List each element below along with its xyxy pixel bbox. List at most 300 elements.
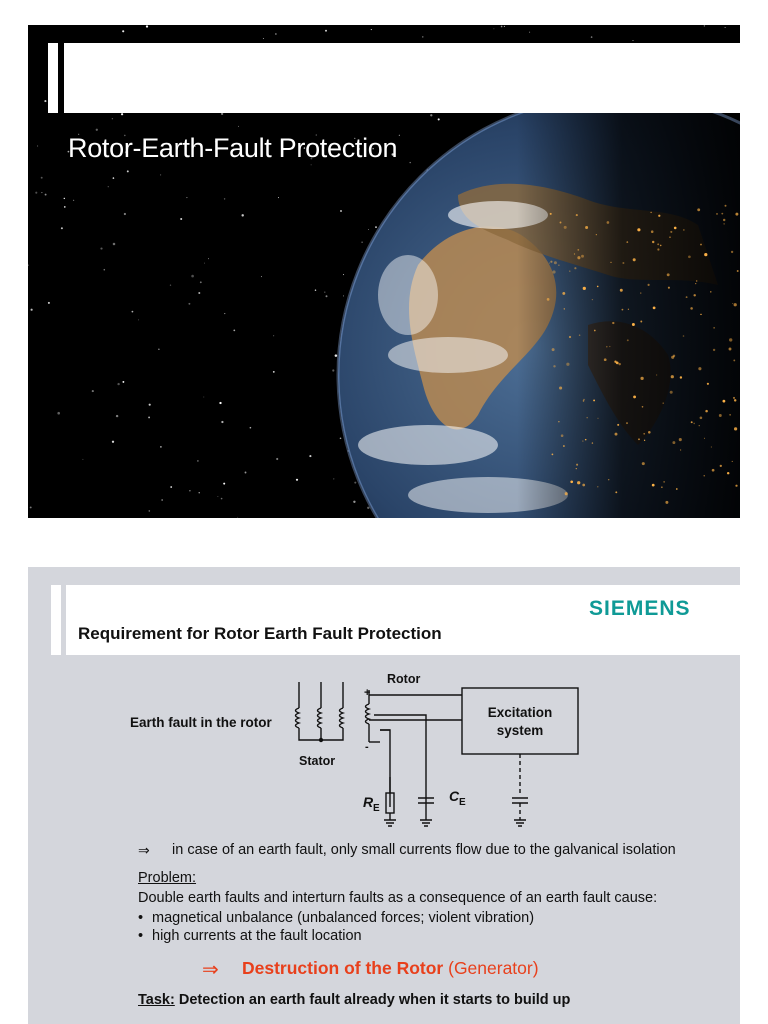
city-light <box>565 492 568 495</box>
star <box>311 165 312 166</box>
city-light <box>683 229 684 230</box>
city-light <box>700 417 703 420</box>
city-light <box>671 375 674 378</box>
stator-coils <box>296 682 344 740</box>
star <box>263 38 264 39</box>
star <box>241 214 243 216</box>
re-label: R <box>363 794 374 810</box>
city-light <box>657 248 659 250</box>
star <box>409 162 410 163</box>
star <box>41 177 43 179</box>
star <box>224 313 225 314</box>
city-light <box>733 397 735 399</box>
city-light <box>667 273 670 276</box>
star <box>108 186 109 187</box>
star <box>501 26 503 28</box>
star <box>122 381 124 383</box>
city-light <box>676 488 678 490</box>
star <box>278 197 279 198</box>
city-light <box>720 465 722 467</box>
city-light <box>583 287 586 290</box>
star <box>296 479 298 481</box>
star <box>332 369 334 371</box>
city-light <box>592 299 593 300</box>
city-light <box>627 339 629 341</box>
city-light <box>651 230 654 233</box>
conclusion-text <box>242 958 539 979</box>
star <box>189 490 190 491</box>
city-light <box>549 263 550 264</box>
star <box>186 197 187 198</box>
city-light <box>693 423 695 425</box>
city-light <box>553 365 555 367</box>
earth-fault-label: Earth fault in the rotor <box>130 715 272 730</box>
city-light <box>576 468 577 469</box>
implies-arrow-large: ⇒ <box>202 959 219 981</box>
star <box>127 170 129 172</box>
implies-arrow: ⇒ <box>138 842 150 858</box>
city-light <box>727 472 729 474</box>
city-light <box>725 205 727 207</box>
city-light <box>660 245 662 247</box>
star <box>64 198 65 199</box>
star <box>160 174 161 175</box>
city-light <box>686 296 688 298</box>
isolation-note: in case of an earth fault, only small currents flow due to the galvanical isolation <box>172 842 676 858</box>
star <box>430 114 432 116</box>
excitation-system-box <box>462 688 578 754</box>
city-light <box>566 363 569 366</box>
city-light <box>586 417 588 419</box>
star <box>61 227 63 229</box>
excitation-label-line2: system <box>496 723 544 738</box>
city-light <box>564 308 565 309</box>
city-light <box>579 334 581 336</box>
city-light <box>697 208 700 211</box>
star <box>208 258 209 259</box>
star <box>113 177 115 179</box>
city-light <box>658 215 660 217</box>
star <box>276 458 278 460</box>
city-light <box>597 418 598 419</box>
city-light <box>626 241 628 243</box>
city-light <box>672 441 675 444</box>
plus-sign: + <box>364 687 371 699</box>
city-light <box>710 291 711 292</box>
city-light <box>690 307 693 310</box>
list-item <box>138 910 534 926</box>
city-light <box>581 255 584 258</box>
star <box>309 455 311 457</box>
city-light <box>592 442 593 443</box>
star <box>149 404 151 406</box>
city-light <box>618 363 620 365</box>
city-light <box>610 262 611 263</box>
city-light <box>559 386 562 389</box>
city-light <box>608 479 609 480</box>
city-light <box>561 434 564 437</box>
slide-title: Requirement for Rotor Earth Fault Protection <box>78 624 442 643</box>
city-light <box>652 241 654 243</box>
city-light <box>683 335 685 337</box>
city-light <box>729 348 732 351</box>
city-light <box>716 213 718 215</box>
star <box>217 496 218 497</box>
city-light <box>679 438 682 441</box>
star <box>504 26 505 27</box>
city-light <box>577 256 580 259</box>
city-light <box>737 270 739 272</box>
star <box>116 415 118 417</box>
city-light <box>574 267 576 269</box>
stator-label: Stator <box>299 754 336 768</box>
city-light <box>713 349 715 351</box>
star <box>57 412 60 415</box>
city-light <box>637 228 640 231</box>
star <box>343 274 344 275</box>
city-light <box>734 303 737 306</box>
city-light <box>719 414 722 417</box>
city-light <box>585 439 587 441</box>
city-light <box>633 258 636 261</box>
conclusion-rest: (Generator) <box>443 958 539 978</box>
star <box>340 437 342 439</box>
star <box>371 29 372 30</box>
city-light <box>648 431 651 434</box>
city-light <box>698 367 701 370</box>
header-accent-bar <box>48 43 58 113</box>
rotor-circuit-diagram <box>28 662 740 842</box>
city-light <box>622 309 624 311</box>
star <box>221 421 223 423</box>
star <box>138 319 139 320</box>
list-item <box>138 928 362 944</box>
star <box>180 218 182 220</box>
star <box>591 36 593 38</box>
slide-title: Rotor-Earth-Fault Protection <box>68 133 398 163</box>
star <box>367 507 369 509</box>
star <box>704 25 705 26</box>
city-light <box>644 440 645 441</box>
excitation-label-line1: Excitation <box>487 705 553 720</box>
star <box>170 486 172 488</box>
city-light <box>640 321 642 323</box>
star <box>633 40 634 41</box>
city-light <box>582 484 585 487</box>
city-light <box>713 327 714 328</box>
star <box>368 229 369 230</box>
city-light <box>569 336 571 338</box>
city-light <box>711 446 712 447</box>
star <box>37 145 38 146</box>
star <box>117 383 119 385</box>
star <box>73 200 74 201</box>
city-light <box>657 243 659 245</box>
city-light <box>680 449 681 450</box>
city-light <box>735 485 737 487</box>
city-light <box>663 481 664 482</box>
city-light <box>562 292 565 295</box>
city-light <box>704 253 707 256</box>
star <box>354 482 356 484</box>
city-light <box>570 480 573 483</box>
city-light <box>616 362 619 365</box>
city-light <box>699 425 700 426</box>
city-light <box>576 214 578 216</box>
city-light <box>558 265 559 266</box>
city-light <box>596 234 597 235</box>
city-light <box>680 376 682 378</box>
star <box>233 330 235 332</box>
city-light <box>552 270 555 273</box>
star <box>199 492 200 493</box>
city-light <box>564 226 567 229</box>
star <box>45 194 47 196</box>
city-light <box>577 249 579 251</box>
city-light <box>615 433 618 436</box>
star <box>146 25 148 27</box>
star <box>224 198 225 199</box>
star <box>35 192 37 194</box>
city-light <box>669 237 670 238</box>
star <box>250 427 252 429</box>
city-light <box>582 441 583 442</box>
city-light <box>547 298 550 301</box>
conclusion-strong: Destruction of the Rotor <box>242 958 444 978</box>
city-light <box>569 270 570 271</box>
city-light <box>731 251 733 253</box>
star <box>273 335 274 336</box>
header-accent-bar <box>51 585 61 655</box>
city-light <box>704 438 705 439</box>
city-light <box>640 293 641 294</box>
star <box>237 517 238 518</box>
city-light <box>558 421 559 422</box>
city-light <box>661 487 662 488</box>
city-light <box>695 283 696 284</box>
city-light <box>606 346 608 348</box>
header-band <box>64 43 740 113</box>
city-light <box>733 359 735 361</box>
city-light <box>721 213 723 215</box>
star <box>200 281 202 283</box>
star <box>160 446 162 448</box>
city-light <box>724 223 725 224</box>
star <box>245 472 247 474</box>
city-light <box>668 287 670 289</box>
city-light <box>643 433 645 435</box>
city-light <box>617 424 619 426</box>
star <box>112 118 113 119</box>
ce-subscript: E <box>459 797 466 808</box>
rotor-label: Rotor <box>387 672 421 686</box>
star <box>493 28 494 29</box>
problem-text: Double earth faults and interturn faults as a consequence of an earth fault cause: <box>138 890 658 906</box>
star <box>30 506 32 508</box>
star <box>188 303 190 305</box>
city-light <box>734 399 736 401</box>
star <box>725 27 726 28</box>
city-light <box>704 475 705 476</box>
siemens-logo: SIEMENS <box>589 597 691 620</box>
city-light <box>696 280 697 281</box>
city-light <box>652 484 655 487</box>
star <box>324 291 325 292</box>
city-light <box>585 226 588 229</box>
star <box>100 248 102 250</box>
star <box>31 309 33 311</box>
star <box>198 292 200 294</box>
city-light <box>648 284 650 286</box>
star <box>121 113 123 115</box>
city-light <box>723 219 725 221</box>
city-light <box>693 294 695 296</box>
city-light <box>688 255 691 258</box>
star <box>343 295 344 296</box>
problem-label: Problem: <box>138 870 197 886</box>
star <box>375 226 377 228</box>
city-light <box>700 244 702 246</box>
star <box>148 416 150 418</box>
city-light <box>663 402 664 403</box>
star <box>197 460 199 462</box>
star <box>315 289 316 290</box>
star <box>361 242 362 243</box>
star <box>326 295 328 297</box>
star <box>158 349 159 350</box>
city-light <box>574 253 575 254</box>
star <box>104 269 106 271</box>
city-light <box>642 462 645 465</box>
star <box>28 264 29 266</box>
city-light <box>732 303 733 304</box>
star <box>64 206 66 208</box>
star <box>399 135 400 136</box>
city-light <box>576 464 578 466</box>
city-light <box>563 445 565 447</box>
star <box>132 311 134 313</box>
city-light <box>552 454 554 456</box>
city-light <box>552 348 555 351</box>
star <box>170 285 171 286</box>
star <box>273 371 275 373</box>
city-light <box>734 427 737 430</box>
city-light <box>554 261 557 264</box>
title-slide <box>28 25 740 518</box>
city-light <box>665 501 668 504</box>
star <box>191 275 194 278</box>
city-light <box>656 374 657 375</box>
star <box>204 263 205 264</box>
star <box>238 126 239 127</box>
city-light <box>597 486 598 487</box>
city-light <box>729 338 732 341</box>
city-light <box>632 323 635 326</box>
city-light <box>640 377 643 380</box>
star <box>221 113 223 115</box>
star <box>261 276 262 277</box>
city-light <box>593 399 595 401</box>
star <box>340 210 342 212</box>
star <box>96 129 98 131</box>
city-light <box>577 481 580 484</box>
city-light <box>707 383 709 385</box>
task-description: Detection an earth fault already when it starts to build up <box>174 992 571 1008</box>
star <box>275 33 276 34</box>
star <box>44 100 46 102</box>
city-light <box>628 309 629 310</box>
city-light <box>583 400 585 402</box>
city-light <box>550 213 552 215</box>
city-light <box>735 213 738 216</box>
star <box>122 30 124 32</box>
star <box>335 354 338 357</box>
city-light <box>674 227 677 230</box>
city-light <box>722 400 725 403</box>
star <box>325 30 327 32</box>
rotor-winding <box>366 690 463 742</box>
star <box>203 397 204 398</box>
bullet-text: high currents at the fault location <box>152 928 362 944</box>
bullet-text: magnetical unbalance (unbalanced forces; violent vibration) <box>152 910 535 926</box>
city-light <box>729 414 730 415</box>
city-light <box>560 222 562 224</box>
ce-label: C <box>449 788 460 804</box>
bullet-dot: • <box>138 928 144 944</box>
content-slide <box>28 567 740 1024</box>
city-light <box>620 289 623 292</box>
city-light <box>670 391 673 394</box>
star <box>112 441 114 443</box>
city-light <box>597 286 599 288</box>
star <box>221 498 223 500</box>
city-light <box>615 491 617 493</box>
city-light <box>607 221 610 224</box>
star <box>124 213 126 215</box>
city-light <box>700 314 701 315</box>
star <box>41 192 42 193</box>
city-light <box>609 346 610 347</box>
star <box>529 32 530 33</box>
city-light <box>670 231 672 233</box>
star <box>48 302 50 304</box>
city-light <box>712 469 715 472</box>
star <box>219 402 221 404</box>
minus-sign: - <box>365 741 369 753</box>
task-text <box>138 992 570 1008</box>
city-light <box>612 322 614 324</box>
city-light <box>550 261 552 263</box>
star <box>149 510 151 512</box>
city-light <box>633 395 636 398</box>
city-light <box>594 330 596 332</box>
city-light <box>650 212 651 213</box>
city-light <box>626 422 628 424</box>
star <box>92 390 94 392</box>
city-light <box>705 410 708 413</box>
star <box>161 499 162 500</box>
city-light <box>642 406 644 408</box>
star <box>82 459 83 460</box>
star <box>223 483 225 485</box>
city-light <box>622 262 624 264</box>
re-subscript: E <box>373 803 380 814</box>
city-light <box>638 438 640 440</box>
city-light <box>732 461 733 462</box>
star <box>113 243 116 246</box>
city-light <box>673 355 675 357</box>
star <box>422 36 423 37</box>
